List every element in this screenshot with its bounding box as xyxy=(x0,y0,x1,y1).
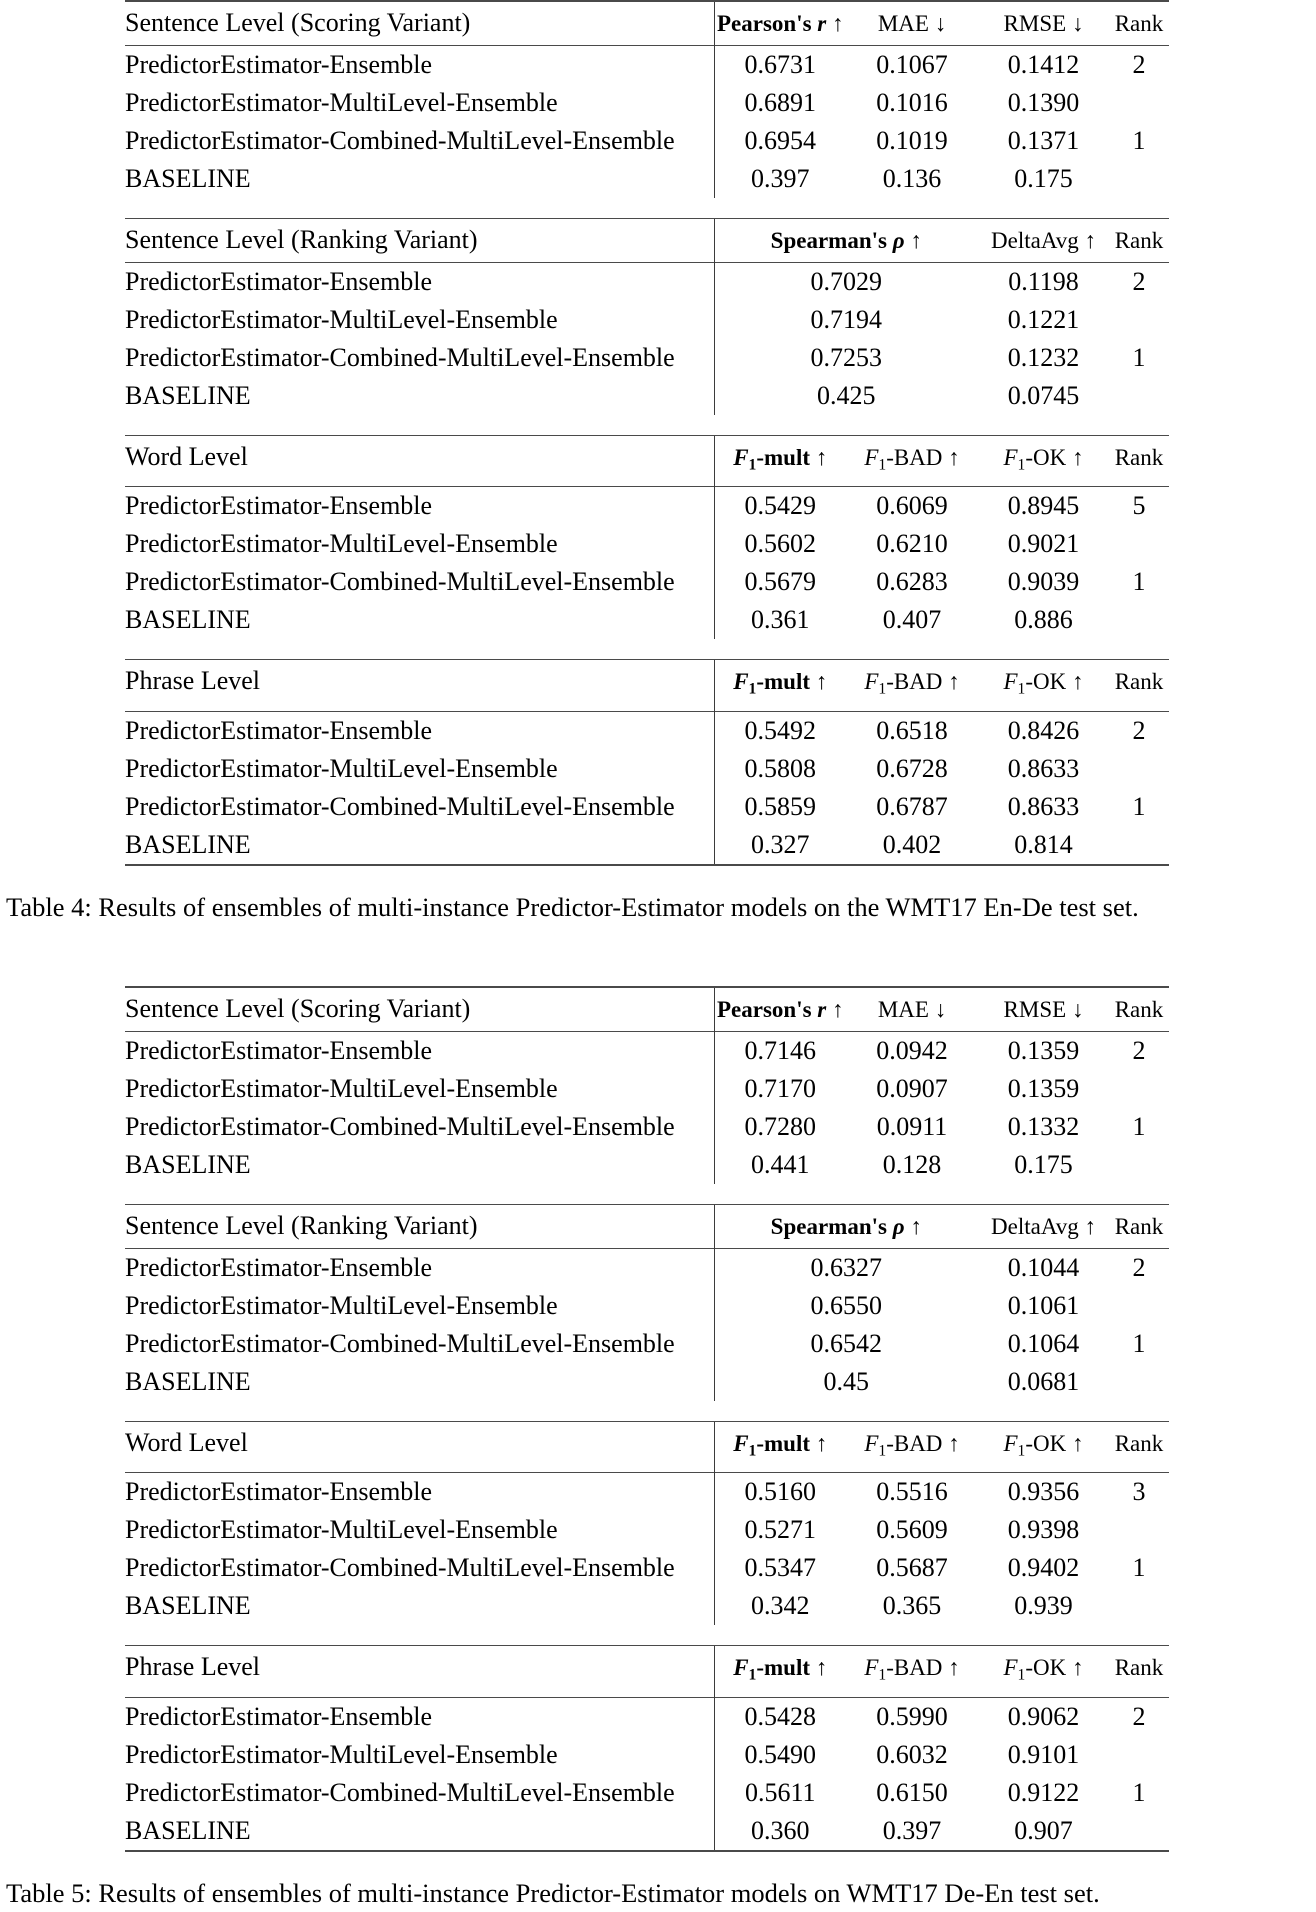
metric-value: 0.5490 xyxy=(714,1736,846,1774)
rank-value xyxy=(1109,1363,1169,1401)
table-row xyxy=(125,263,1169,302)
rank-value xyxy=(1109,301,1169,339)
section-spacer xyxy=(125,1401,1169,1422)
model-name: BASELINE xyxy=(125,1591,251,1621)
metric-header: Spearman's ρ ↑ xyxy=(714,1204,978,1248)
section-title: Word Level xyxy=(125,436,714,487)
rank-value: 5 xyxy=(1109,487,1169,526)
metric-value: 0.9062 xyxy=(978,1697,1109,1736)
section-header-row xyxy=(125,1646,1169,1697)
metric-header: $F_1-OK$ ↑ xyxy=(978,1646,1109,1697)
metric-value: 0.7280 xyxy=(714,1108,846,1146)
table-row xyxy=(125,1736,1169,1774)
metric-header: $F_1-OK$ ↑ xyxy=(978,1421,1109,1472)
model-name: PredictorEstimator-Combined-MultiLevel-Ensemble xyxy=(125,1328,675,1358)
metric-value: 0.397 xyxy=(714,160,846,198)
metric-header: Pearson's r ↑ xyxy=(714,1,846,46)
rank-value xyxy=(1109,1736,1169,1774)
metric-value: 0.5687 xyxy=(876,1553,948,1583)
metric-value: 0.8633 xyxy=(1007,753,1080,783)
metric-value: 0.397 xyxy=(882,1815,942,1845)
spacer xyxy=(0,866,1316,888)
metric-header: Pearson's r ↑ xyxy=(714,987,846,1032)
metric-value: 0.6954 xyxy=(714,122,846,160)
table-row xyxy=(125,525,1169,563)
metric-value: 0.6210 xyxy=(876,529,948,559)
metric-value: 0.425 xyxy=(714,377,978,415)
rank-value: 1 xyxy=(1132,1777,1146,1807)
table-row xyxy=(125,1287,1169,1325)
table-row xyxy=(125,1587,1169,1625)
model-name: PredictorEstimator-MultiLevel-Ensemble xyxy=(125,1515,558,1545)
metric-header: Spearman's ρ ↑ xyxy=(714,219,978,263)
table-row xyxy=(125,122,1169,160)
section-header-row xyxy=(125,987,1169,1032)
metric-value: 0.1359 xyxy=(1007,1073,1080,1103)
metric-value: 0.0681 xyxy=(1007,1366,1080,1396)
metric-header: $F_1$-mult ↑ xyxy=(714,1646,846,1697)
metric-value: 0.407 xyxy=(882,605,942,635)
metric-header: $F_1-OK$ ↑ xyxy=(978,436,1109,487)
metric-value: 0.0942 xyxy=(846,1031,978,1070)
metric-value: 0.9402 xyxy=(1007,1553,1080,1583)
metric-value: 0.9101 xyxy=(1007,1739,1080,1769)
metric-value: 0.1390 xyxy=(1007,88,1080,117)
table-5-caption: Table 5: Results of ensembles of multi-instance Predictor-Estimator models on WMT17 De-En test set. xyxy=(6,1877,1100,1908)
rank-header: Rank xyxy=(1109,1,1169,46)
model-name: PredictorEstimator-Combined-MultiLevel-Ensemble xyxy=(125,1777,675,1807)
metric-value: 0.361 xyxy=(714,601,846,639)
metric-value: 0.6283 xyxy=(876,567,948,597)
section-header-row xyxy=(125,660,1169,711)
model-name: PredictorEstimator-MultiLevel-Ensemble xyxy=(125,1290,558,1320)
table-row xyxy=(125,1363,1169,1401)
rank-value: 1 xyxy=(1132,1553,1146,1583)
metric-value: 0.5429 xyxy=(714,487,846,526)
metric-value: 0.5611 xyxy=(714,1774,846,1812)
rank-value: 2 xyxy=(1109,1248,1169,1287)
metric-header: DeltaAvg ↑ xyxy=(978,219,1109,263)
table-row xyxy=(125,601,1169,639)
rank-value xyxy=(1109,377,1169,415)
table-row xyxy=(125,1070,1169,1108)
model-name: PredictorEstimator-Ensemble xyxy=(125,46,714,85)
metric-value: 0.7194 xyxy=(714,301,978,339)
rank-value: 2 xyxy=(1109,1031,1169,1070)
rank-value: 1 xyxy=(1132,343,1146,372)
model-name: PredictorEstimator-Combined-MultiLevel-Ensemble xyxy=(125,1111,675,1141)
section-title: Sentence Level (Ranking Variant) xyxy=(125,1204,714,1248)
rank-value: 1 xyxy=(1132,126,1146,155)
rank-header: Rank xyxy=(1109,1646,1169,1697)
metric-header: $F_1$-BAD ↑ xyxy=(846,1421,978,1472)
metric-value: 0.1359 xyxy=(978,1031,1109,1070)
model-name: PredictorEstimator-MultiLevel-Ensemble xyxy=(125,753,558,783)
section-title: Word Level xyxy=(125,1421,714,1472)
metric-header: RMSE ↓ xyxy=(978,987,1109,1032)
section-header-row xyxy=(125,436,1169,487)
rank-header: Rank xyxy=(1109,436,1169,487)
metric-value: 0.5492 xyxy=(714,711,846,750)
metric-value: 0.9398 xyxy=(1007,1515,1080,1545)
metric-value: 0.136 xyxy=(882,164,942,193)
rank-value: 1 xyxy=(1132,1328,1146,1358)
rank-value: 2 xyxy=(1109,263,1169,302)
section-title: Sentence Level (Ranking Variant) xyxy=(125,219,714,263)
metric-value: 0.886 xyxy=(1014,605,1073,635)
section-header-row xyxy=(125,1421,1169,1472)
metric-value: 0.8426 xyxy=(978,711,1109,750)
metric-value: 0.6327 xyxy=(714,1248,978,1287)
metric-value: 0.1019 xyxy=(876,126,948,155)
metric-value: 0.5808 xyxy=(714,750,846,788)
spacer xyxy=(0,926,1316,986)
model-name: BASELINE xyxy=(125,605,251,635)
metric-value: 0.5990 xyxy=(846,1697,978,1736)
metric-value: 0.0745 xyxy=(1007,381,1080,410)
model-name: PredictorEstimator-MultiLevel-Ensemble xyxy=(125,529,558,559)
metric-header: DeltaAvg ↑ xyxy=(978,1204,1109,1248)
section-header-row xyxy=(125,219,1169,263)
metric-value: 0.0911 xyxy=(876,1111,948,1141)
rank-value: 2 xyxy=(1109,711,1169,750)
metric-value: 0.9039 xyxy=(1007,567,1080,597)
metric-value: 0.5602 xyxy=(714,525,846,563)
rank-value: 1 xyxy=(1132,1111,1146,1141)
metric-value: 0.1332 xyxy=(1007,1111,1080,1141)
table-row xyxy=(125,339,1169,377)
rank-header: Rank xyxy=(1109,1204,1169,1248)
metric-value: 0.6518 xyxy=(846,711,978,750)
model-name: PredictorEstimator-MultiLevel-Ensemble xyxy=(125,88,558,117)
model-name: BASELINE xyxy=(125,381,251,410)
table-row xyxy=(125,160,1169,198)
metric-value: 0.45 xyxy=(714,1363,978,1401)
rank-value xyxy=(1109,1146,1169,1184)
rank-value xyxy=(1109,601,1169,639)
metric-value: 0.5271 xyxy=(714,1511,846,1549)
model-name: BASELINE xyxy=(125,1149,251,1179)
metric-value: 0.1044 xyxy=(978,1248,1109,1287)
metric-header: MAE ↓ xyxy=(846,1,978,46)
metric-header: RMSE ↓ xyxy=(978,1,1109,46)
model-name: PredictorEstimator-Combined-MultiLevel-Ensemble xyxy=(125,1553,675,1583)
metric-header: $F_1$-mult ↑ xyxy=(714,660,846,711)
metric-value: 0.402 xyxy=(882,829,942,859)
metric-header: $F_1$-mult ↑ xyxy=(714,1421,846,1472)
metric-header: MAE ↓ xyxy=(846,987,978,1032)
table-row xyxy=(125,487,1169,526)
metric-value: 0.1221 xyxy=(1007,305,1080,334)
rank-value xyxy=(1109,826,1169,865)
metric-value: 0.1064 xyxy=(1007,1328,1080,1358)
rank-value xyxy=(1109,525,1169,563)
metric-value: 0.1067 xyxy=(846,46,978,85)
metric-header: $F_1$-BAD ↑ xyxy=(846,660,978,711)
model-name: PredictorEstimator-Combined-MultiLevel-Ensemble xyxy=(125,126,675,155)
metric-header: $F_1$-BAD ↑ xyxy=(846,436,978,487)
table-row xyxy=(125,788,1169,826)
metric-value: 0.5160 xyxy=(714,1473,846,1512)
metric-value: 0.7253 xyxy=(714,339,978,377)
section-spacer xyxy=(125,415,1169,436)
metric-value: 0.5609 xyxy=(876,1515,948,1545)
table-5-block xyxy=(0,986,1316,1852)
rank-value xyxy=(1109,750,1169,788)
table-row xyxy=(125,826,1169,865)
section-title: Sentence Level (Scoring Variant) xyxy=(125,1,714,46)
metric-value: 0.0907 xyxy=(876,1073,948,1103)
rank-value xyxy=(1109,1587,1169,1625)
metric-value: 0.6150 xyxy=(876,1777,948,1807)
table-row xyxy=(125,711,1169,750)
section-title: Phrase Level xyxy=(125,660,714,711)
metric-value: 0.7029 xyxy=(714,263,978,302)
metric-value: 0.9356 xyxy=(978,1473,1109,1512)
rank-header: Rank xyxy=(1109,987,1169,1032)
rank-value xyxy=(1109,84,1169,122)
table-row xyxy=(125,84,1169,122)
model-name: PredictorEstimator-Ensemble xyxy=(125,1473,714,1512)
rank-header: Rank xyxy=(1109,1421,1169,1472)
metric-value: 0.6891 xyxy=(714,84,846,122)
rank-value xyxy=(1109,1070,1169,1108)
model-name: PredictorEstimator-MultiLevel-Ensemble xyxy=(125,305,558,334)
table-row xyxy=(125,1146,1169,1184)
metric-value: 0.6728 xyxy=(876,753,948,783)
metric-value: 0.1016 xyxy=(876,88,948,117)
metric-value: 0.6069 xyxy=(846,487,978,526)
model-name: PredictorEstimator-Combined-MultiLevel-Ensemble xyxy=(125,343,675,372)
table-5 xyxy=(125,986,1169,1852)
metric-value: 0.1061 xyxy=(1007,1290,1080,1320)
table-row xyxy=(125,1248,1169,1287)
section-header-row xyxy=(125,1,1169,46)
rank-value xyxy=(1109,1511,1169,1549)
model-name: PredictorEstimator-MultiLevel-Ensemble xyxy=(125,1073,558,1103)
table-row xyxy=(125,301,1169,339)
model-name: PredictorEstimator-Ensemble xyxy=(125,487,714,526)
rank-value: 1 xyxy=(1132,567,1146,597)
section-header-row xyxy=(125,1204,1169,1248)
metric-value: 0.1412 xyxy=(978,46,1109,85)
table-row xyxy=(125,750,1169,788)
rank-value: 1 xyxy=(1132,791,1146,821)
rank-value: 2 xyxy=(1109,46,1169,85)
metric-value: 0.8945 xyxy=(978,487,1109,526)
metric-value: 0.128 xyxy=(882,1149,942,1179)
model-name: BASELINE xyxy=(125,164,251,193)
table-row xyxy=(125,1031,1169,1070)
table-row xyxy=(125,1473,1169,1512)
rank-header: Rank xyxy=(1109,219,1169,263)
metric-value: 0.907 xyxy=(1014,1815,1073,1845)
metric-value: 0.939 xyxy=(1014,1591,1073,1621)
table-row xyxy=(125,377,1169,415)
metric-header: $F_1$-mult ↑ xyxy=(714,436,846,487)
rank-header: Rank xyxy=(1109,660,1169,711)
metric-value: 0.5859 xyxy=(714,788,846,826)
metric-value: 0.5428 xyxy=(714,1697,846,1736)
metric-value: 0.365 xyxy=(882,1591,942,1621)
model-name: PredictorEstimator-MultiLevel-Ensemble xyxy=(125,1739,558,1769)
rank-value xyxy=(1109,1812,1169,1851)
metric-value: 0.814 xyxy=(1014,829,1073,859)
metric-value: 0.1198 xyxy=(978,263,1109,302)
metric-value: 0.327 xyxy=(714,826,846,865)
metric-value: 0.5516 xyxy=(846,1473,978,1512)
table-row xyxy=(125,46,1169,85)
table-row xyxy=(125,1697,1169,1736)
section-title: Sentence Level (Scoring Variant) xyxy=(125,987,714,1032)
model-name: BASELINE xyxy=(125,1815,251,1845)
section-title: Phrase Level xyxy=(125,1646,714,1697)
section-spacer xyxy=(125,198,1169,219)
table-row xyxy=(125,1108,1169,1146)
table-row xyxy=(125,1549,1169,1587)
metric-value: 0.6731 xyxy=(714,46,846,85)
model-name: PredictorEstimator-Ensemble xyxy=(125,711,714,750)
rank-value: 3 xyxy=(1109,1473,1169,1512)
section-spacer xyxy=(125,639,1169,660)
metric-value: 0.9122 xyxy=(1007,1777,1080,1807)
model-name: PredictorEstimator-Ensemble xyxy=(125,1697,714,1736)
metric-value: 0.6787 xyxy=(876,791,948,821)
metric-value: 0.6032 xyxy=(876,1739,948,1769)
model-name: PredictorEstimator-Ensemble xyxy=(125,1248,714,1287)
spacer xyxy=(0,1852,1316,1874)
metric-value: 0.8633 xyxy=(1007,791,1080,821)
metric-value: 0.441 xyxy=(714,1146,846,1184)
metric-value: 0.5679 xyxy=(714,563,846,601)
table-4 xyxy=(125,0,1169,866)
model-name: BASELINE xyxy=(125,829,251,859)
table-row xyxy=(125,1511,1169,1549)
section-spacer xyxy=(125,1184,1169,1205)
table-row xyxy=(125,1774,1169,1812)
table-row xyxy=(125,563,1169,601)
metric-header: $F_1$-BAD ↑ xyxy=(846,1646,978,1697)
metric-value: 0.7170 xyxy=(714,1070,846,1108)
metric-value: 0.342 xyxy=(714,1587,846,1625)
metric-value: 0.9021 xyxy=(1007,529,1080,559)
metric-value: 0.1371 xyxy=(1007,126,1080,155)
section-spacer xyxy=(125,1625,1169,1646)
table-row xyxy=(125,1812,1169,1851)
metric-value: 0.6550 xyxy=(714,1287,978,1325)
model-name: PredictorEstimator-Ensemble xyxy=(125,1031,714,1070)
metric-value: 0.175 xyxy=(1014,1149,1073,1179)
model-name: BASELINE xyxy=(125,1366,251,1396)
metric-value: 0.7146 xyxy=(714,1031,846,1070)
metric-value: 0.175 xyxy=(1014,164,1073,193)
metric-value: 0.1232 xyxy=(1007,343,1080,372)
rank-value xyxy=(1109,1287,1169,1325)
metric-value: 0.360 xyxy=(714,1812,846,1851)
rank-value xyxy=(1109,160,1169,198)
metric-value: 0.6542 xyxy=(714,1325,978,1363)
model-name: PredictorEstimator-Combined-MultiLevel-Ensemble xyxy=(125,791,675,821)
metric-header: $F_1-OK$ ↑ xyxy=(978,660,1109,711)
rank-value: 2 xyxy=(1109,1697,1169,1736)
model-name: PredictorEstimator-Combined-MultiLevel-Ensemble xyxy=(125,567,675,597)
metric-value: 0.5347 xyxy=(714,1549,846,1587)
model-name: PredictorEstimator-Ensemble xyxy=(125,263,714,302)
table-4-block xyxy=(0,0,1316,866)
table-row xyxy=(125,1325,1169,1363)
table-4-caption: Table 4: Results of ensembles of multi-instance Predictor-Estimator models on the WMT17 En-De test set. xyxy=(6,891,1139,922)
